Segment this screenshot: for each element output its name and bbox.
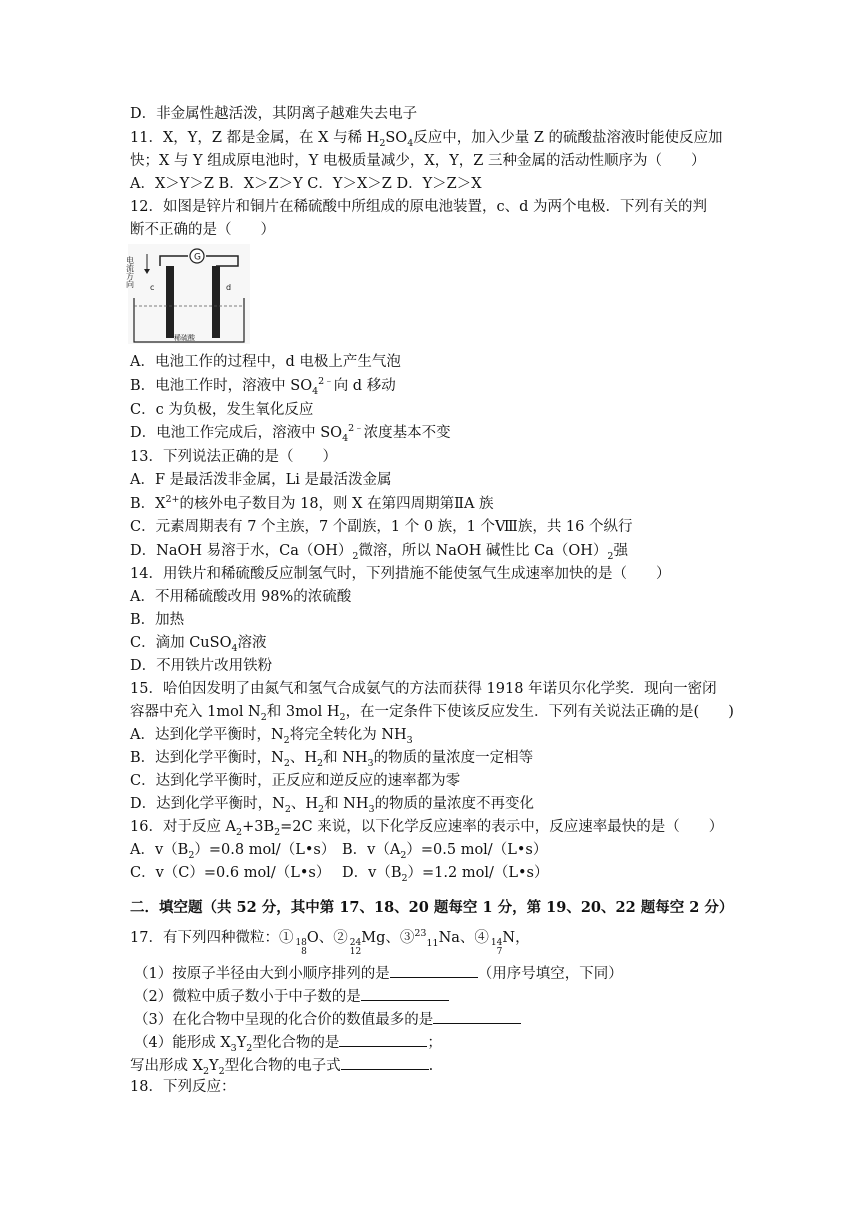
electrode-d (212, 266, 220, 338)
q15-stem-line2: 容器中充入 1mol $N_2$和 3mol $H_2$，在一定条件下使该反应发生．下列有关说法正确的是( ) (130, 704, 734, 723)
q16-option-c: C．v（C）=0.6 mol/（L•s） (130, 865, 331, 881)
q17-sub1: （1）按原子半径由大到小顺序排列的是 （用序号填空，下同） (134, 962, 623, 982)
q12-option-d: D．电池工作完成后，溶液中 $SO_4^{2﹣}$浓度基本不变 (130, 423, 451, 444)
q15-option-b: B．达到化学平衡时，$N_2$、$H_2$和 $NH_3$的物质的量浓度一定相等 (130, 750, 534, 769)
q13-option-d: D．NaOH 易溶于水，$Ca(OH)_2$微溶，所以 NaOH 碱性比 $Ca(OH)_2$强 (130, 543, 628, 562)
galvanic-cell-diagram (125, 244, 250, 344)
q14-option-c: C．滴加 CuSO$_4$溶液 (130, 635, 267, 654)
isotope-o18: 18 8 (295, 938, 307, 957)
q13-option-b: B．$X^{2+}$的核外电子数目为 18，则 X 在第四周期第ⅡA 族 (130, 494, 494, 512)
q17-stem: 17．有下列四种微粒：① 18 8 O、② 24 12 Mg、③$^{23}_{11}$Na、④ 14 7 N， (130, 928, 530, 957)
q17-blank-1[interactable] (390, 962, 478, 978)
q16-option-d: D．$v(B_2)=1.2$ mol/（L•s） (342, 865, 549, 884)
q15-option-c: C．达到化学平衡时，正反应和逆反应的速率都为零 (130, 773, 461, 789)
current-direction-label: 电流方向 (125, 256, 135, 288)
q13-option-a: A．F 是最活泼非金属，Li 是最活泼金属 (130, 472, 392, 488)
q17-sub2: （2）微粒中质子数小于中子数的是 (134, 985, 449, 1005)
q17-blank-4[interactable] (339, 1031, 427, 1047)
electrode-c (166, 266, 174, 338)
q10-option-d: D．非金属性越活泼，其阴离子越难失去电子 (130, 106, 418, 122)
q12-stem-line1: 12．如图是锌片和铜片在稀硫酸中所组成的原电池装置，c、d 为两个电极．下列有关的判 (130, 199, 707, 215)
q14-option-d: D．不用铁片改用铁粉 (130, 658, 273, 674)
q16-option-a: A．$v(B_2)=0.8$ mol/（L•s） (130, 842, 336, 861)
section-2-heading: 二．填空题（共 52 分，其中第 17、18、20 题每空 1 分，第 19、20、22 题每空 2 分） (130, 899, 734, 916)
q15-option-d: D．达到化学平衡时，$N_2$、$H_2$和 $NH_3$的物质的量浓度不再变化 (130, 796, 535, 815)
q12-option-c: C．c 为负极，发生氧化反应 (130, 402, 314, 418)
q13-option-c: C．元素周期表有 7 个主族，7 个副族，1 个 0 族，1 个Ⅷ族，共 16 个纵行 (130, 519, 633, 535)
q12-option-b: B．电池工作时，溶液中 $SO_4^{2﹣}$向 d 移动 (130, 376, 396, 397)
q11-stem-line1: 11．X，Y，Z 都是金属，在 X 与稀 $H_2SO_4$反应中，加入少量 Z 的硫酸盐溶液时能使反应加 (130, 130, 723, 149)
solution-label: 稀硫酸 (174, 334, 195, 342)
q16-option-b: B．$v(A_2)=0.5$ mol/（L•s） (342, 842, 548, 861)
q14-option-b: B．加热 (130, 612, 185, 628)
q17-blank-2[interactable] (361, 985, 449, 1001)
q17-sub4: （4）能形成 $X_3Y_2$型化合物的是 ； (134, 1031, 442, 1051)
q17-blank-3[interactable] (433, 1008, 521, 1024)
isotope-n14: 14 7 (490, 938, 503, 957)
q18-stem: 18．下列反应： (130, 1079, 236, 1095)
q16-options-ab (130, 840, 548, 861)
q15-option-a: A．达到化学平衡时，$N_2$将完全转化为 $NH_3$ (130, 727, 413, 746)
q17-blank-5[interactable] (341, 1054, 429, 1070)
isotope-mg24: 24 12 (349, 938, 362, 957)
q11-stem-line2: 快；X 与 Y 组成原电池时，Y 电极质量减少，X，Y，Z 三种金属的活动性顺序为（ ） (130, 153, 706, 169)
q14-stem: 14．用铁片和稀硫酸反应制氢气时，下列措施不能使氢气生成速率加快的是（ ） (130, 566, 671, 582)
galvanometer-label: G (194, 252, 201, 263)
q13-stem: 13．下列说法正确的是（ ） (130, 449, 337, 465)
q14-option-a: A．不用稀硫酸改用 98%的浓硫酸 (130, 589, 352, 605)
q11-options: A．X＞Y＞Z B．X＞Z＞Y C．Y＞X＞Z D．Y＞Z＞X (130, 176, 482, 192)
electrode-d-label: d (226, 283, 232, 292)
q17-sub3: （3）在化合物中呈现的化合价的数值最多的是 (134, 1008, 521, 1028)
q12-stem-line2: 断不正确的是（ ） (130, 222, 275, 238)
q12-option-a: A．电池工作的过程中，d 电极上产生气泡 (130, 354, 401, 370)
q16-stem: 16．对于反应 $A_2+3B_2=2C$ 来说，以下化学反应速率的表示中，反应速率最快的是（ ） (130, 819, 724, 838)
electrode-c-label: c (150, 283, 155, 292)
q17-sub5: 写出形成 $X_2Y_2$型化合物的电子式 . (130, 1054, 433, 1074)
q15-stem-line1: 15．哈伯因发明了由氮气和氢气合成氨气的方法而获得 1918 年诺贝尔化学奖．现向一密闭 (130, 681, 717, 697)
q16-options-cd (130, 863, 549, 884)
